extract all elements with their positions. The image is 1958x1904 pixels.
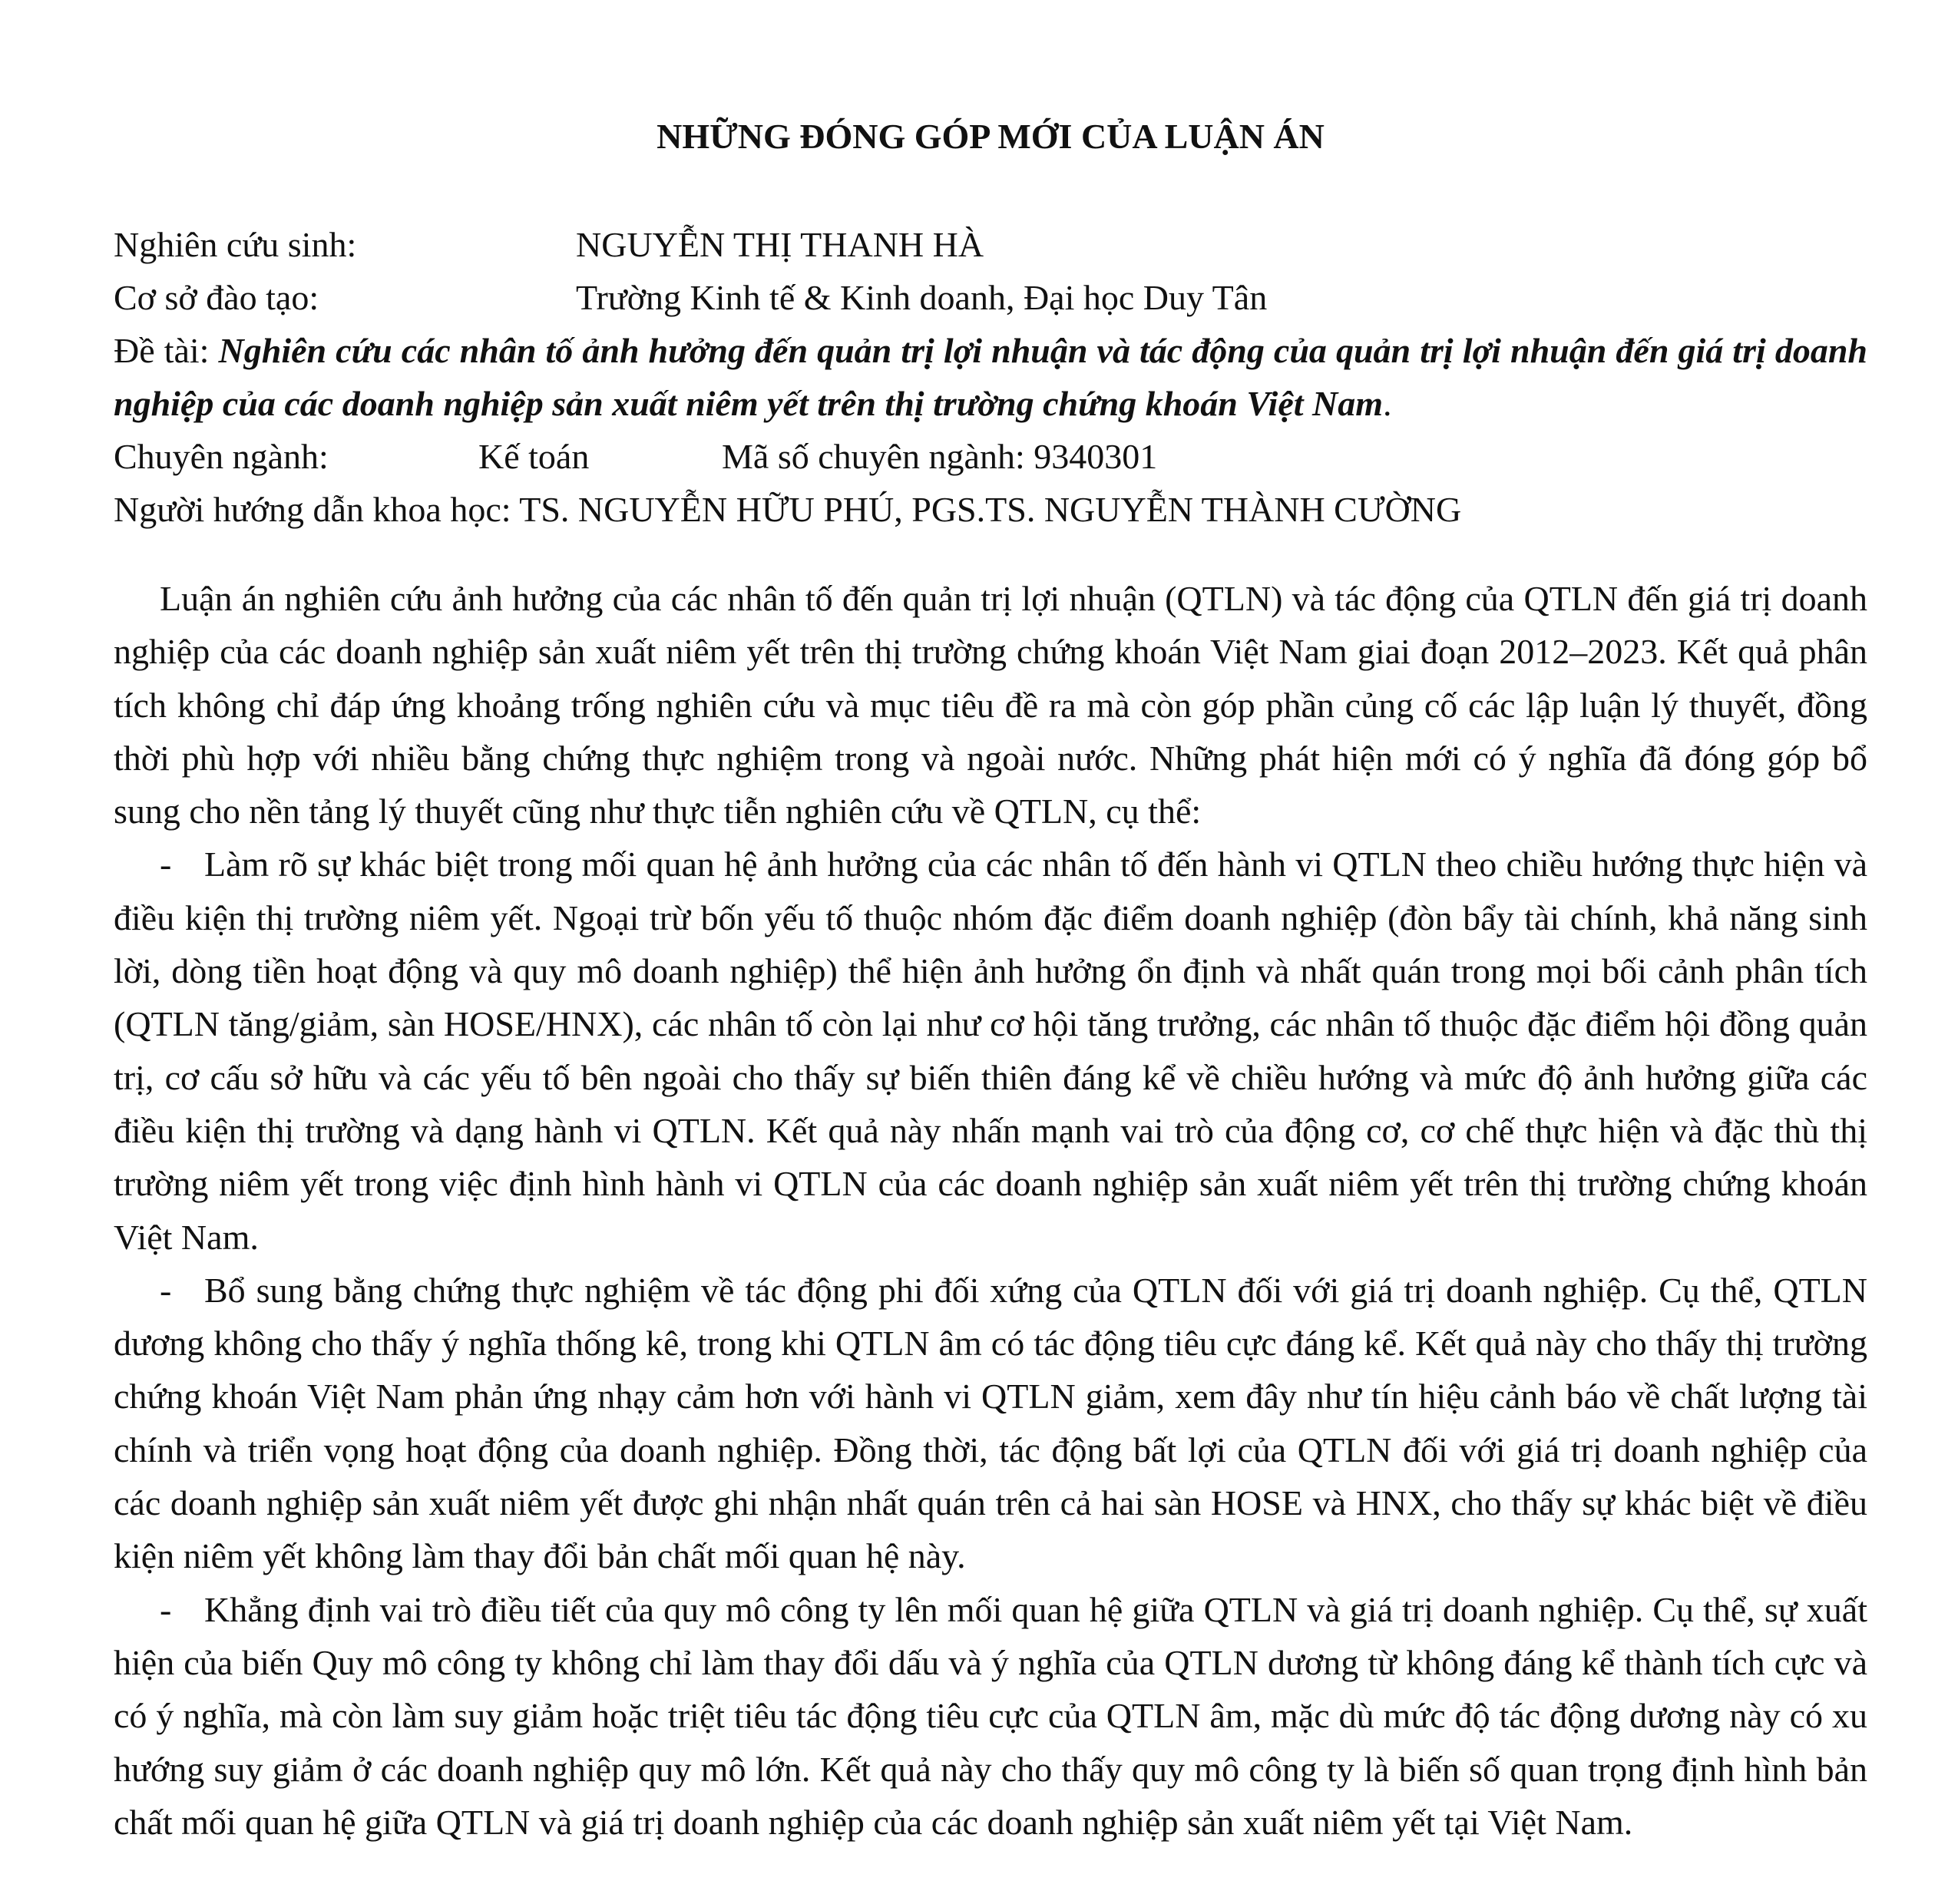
topic-label: Đề tài:	[114, 331, 210, 370]
intro-paragraph: Luận án nghiên cứu ảnh hưởng của các nhân tố đến quản trị lợi nhuận (QTLN) và tác động của QTLN đến giá trị doanh nghiệp của các doanh nghiệp sản xuất niêm yết trên thị trường chứng khoán Việt Nam giai đoạn 2012–2023. Kết quả phân tích không chỉ đáp ứng khoảng trống nghiên cứu và mục tiêu đề ra mà còn góp phần củng cố các lập luận lý thuyết, đồng thời phù hợp với nhiều bằng chứng thực nghiệm trong và ngoài nước. Những phát hiện mới có ý nghĩa đã đóng góp bổ sung cho nền tảng lý thuyết cũng như thực tiễn nghiên cứu về QTLN, cụ thể:	[114, 579, 1867, 831]
student-label: Nghiên cứu sinh:	[114, 225, 357, 264]
major-label: Chuyên ngành:	[114, 437, 329, 476]
institution-name: Trường Kinh tế & Kinh doanh, Đại học Duy Tân	[576, 278, 1268, 317]
topic-row	[114, 324, 1867, 430]
document-body	[114, 572, 1867, 1849]
bullet-text: Làm rõ sự khác biệt trong mối quan hệ ảnh hưởng của các nhân tố đến hành vi QTLN theo chiều hướng thực hiện và điều kiện thị trường niêm yết. Ngoại trừ bốn yếu tố thuộc nhóm đặc điểm doanh nghiệp (đòn bẩy tài chính, khả năng sinh lời, dòng tiền hoạt động và quy mô doanh nghiệp) thể hiện ảnh hưởng ổn định và nhất quán trong mọi bối cảnh phân tích (QTLN tăng/giảm, sàn HOSE/HNX), các nhân tố còn lại như cơ hội tăng trưởng, các nhân tố thuộc đặc điểm hội đồng quản trị, cơ cấu sở hữu và các yếu tố bên ngoài cho thấy sự biến thiên đáng kể về chiều hướng và mức độ ảnh hưởng giữa các điều kiện thị trường và dạng hành vi QTLN. Kết quả này nhấn mạnh vai trò của động cơ, cơ chế thực hiện và đặc thù thị trường niêm yết trong việc định hình hành vi QTLN của các doanh nghiệp sản xuất niêm yết trên thị trường chứng khoán Việt Nam.	[114, 845, 1867, 1257]
bullet-marker: -	[160, 1270, 172, 1310]
advisor-label: Người hướng dẫn khoa học:	[114, 490, 511, 529]
student-name: NGUYỄN THỊ THANH HÀ	[576, 225, 984, 264]
bullet-item	[114, 1583, 1867, 1849]
advisor-names: TS. NGUYỄN HỮU PHÚ, PGS.TS. NGUYỄN THÀNH CƯỜNG	[519, 490, 1462, 529]
bullet-marker: -	[160, 1589, 172, 1629]
advisor-row	[114, 483, 1867, 536]
major-name: Kế toán	[478, 437, 590, 476]
document-page	[114, 0, 1867, 1904]
bullet-item	[114, 838, 1867, 1263]
institution-label: Cơ sở đào tạo:	[114, 278, 319, 317]
bullet-item	[114, 1264, 1867, 1583]
bullet-marker: -	[160, 845, 172, 884]
bullet-text: Khẳng định vai trò điều tiết của quy mô công ty lên mối quan hệ giữa QTLN và giá trị doanh nghiệp. Cụ thể, sự xuất hiện của biến Quy mô công ty không chỉ làm thay đổi dấu và ý nghĩa của QTLN dương từ không đáng kể thành tích cực và có ý nghĩa, mà còn làm suy giảm hoặc triệt tiêu tác động tiêu cực của QTLN âm, mặc dù mức độ tác động dương này có xu hướng suy giảm ở các doanh nghiệp quy mô lớn. Kết quả này cho thấy quy mô công ty là biến số quan trọng định hình bản chất mối quan hệ giữa QTLN và giá trị doanh nghiệp của các doanh nghiệp sản xuất niêm yết tại Việt Nam.	[114, 1589, 1867, 1842]
student-row	[114, 218, 1867, 271]
major-row	[114, 430, 1867, 483]
thesis-info-block	[114, 218, 1867, 536]
bullet-text: Bổ sung bằng chứng thực nghiệm về tác động phi đối xứng của QTLN đối với giá trị doanh nghiệp. Cụ thể, QTLN dương không cho thấy ý nghĩa thống kê, trong khi QTLN âm có tác động tiêu cực đáng kể. Kết quả này cho thấy thị trường chứng khoán Việt Nam phản ứng nhạy cảm hơn với hành vi QTLN giảm, xem đây như tín hiệu cảnh báo về chất lượng tài chính và triển vọng hoạt động của doanh nghiệp. Đồng thời, tác động bất lợi của QTLN đối với giá trị doanh nghiệp của các doanh nghiệp sản xuất niêm yết được ghi nhận nhất quán trên cả hai sàn HOSE và HNX, cho thấy sự khác biệt về điều kiện niêm yết không làm thay đổi bản chất mối quan hệ này.	[114, 1270, 1867, 1576]
institution-row	[114, 271, 1867, 324]
topic-end: .	[1383, 384, 1392, 423]
major-code: Mã số chuyên ngành: 9340301	[722, 437, 1158, 476]
topic-title: Nghiên cứu các nhân tố ảnh hưởng đến quản trị lợi nhuận và tác động của quản trị lợi nhuận đến giá trị doanh nghiệp của các doanh nghiệp sản xuất niêm yết trên thị trường chứng khoán Việt Nam	[114, 331, 1867, 423]
document-title: NHỮNG ĐÓNG GÓP MỚI CỦA LUẬN ÁN	[657, 117, 1325, 156]
